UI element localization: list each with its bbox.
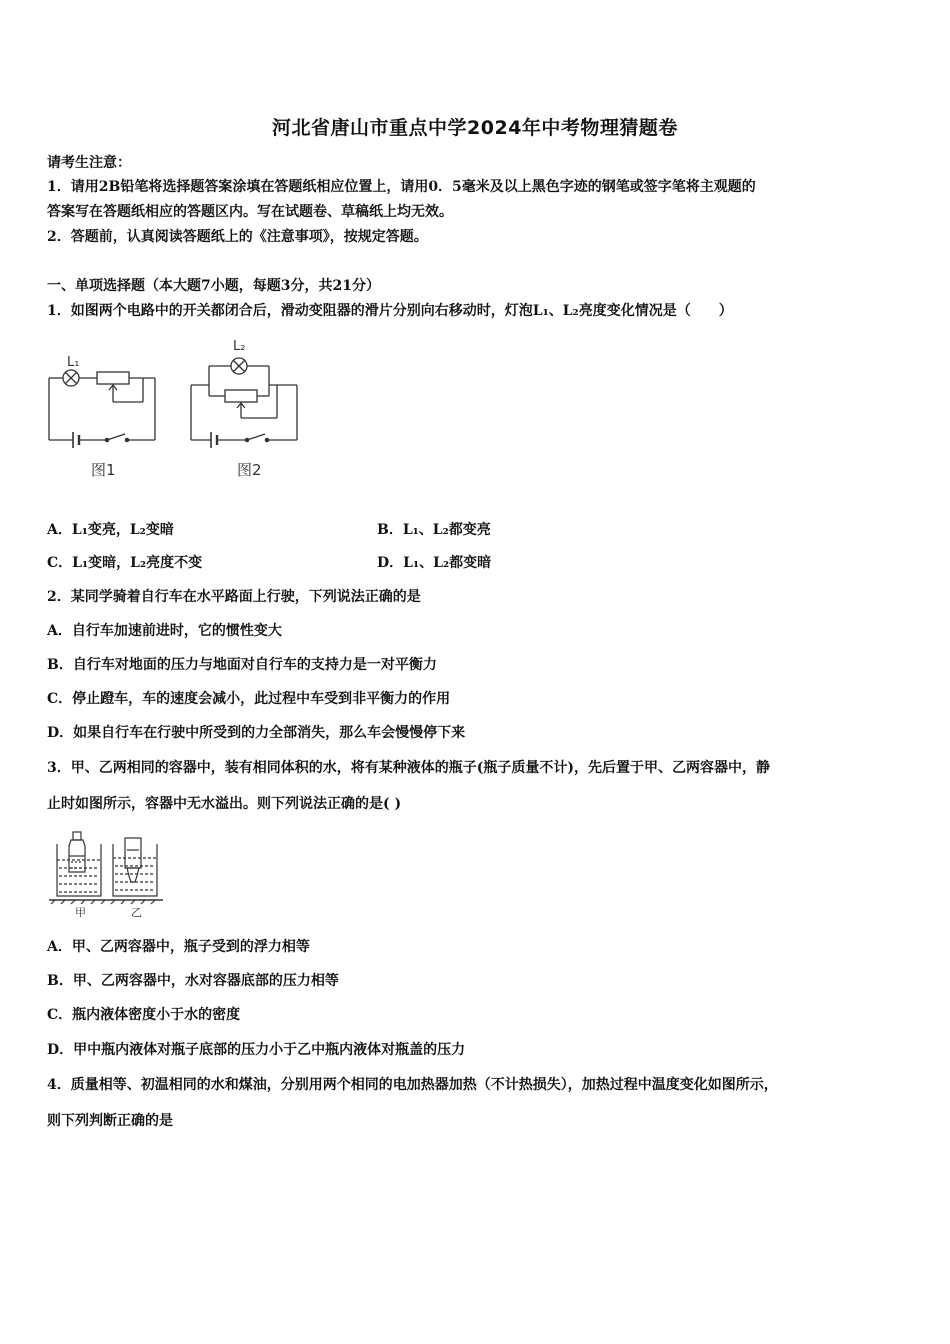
q3-option-b[interactable]: B．甲、乙两容器中，水对容器底部的压力相等 <box>47 973 339 989</box>
section-heading: 一、单项选择题（本大题7小题，每题3分，共21分） <box>47 278 380 294</box>
fig1-caption: 图1 <box>91 461 116 479</box>
q1-circuit-figure <box>45 330 305 485</box>
q2-option-c[interactable]: C．停止蹬车，车的速度会减小，此过程中车受到非平衡力的作用 <box>47 691 451 707</box>
fig1-lamp-label: L₁ <box>67 355 80 370</box>
question-2-stem: 2．某同学骑着自行车在水平路面上行驶，下列说法正确的是 <box>47 589 421 605</box>
fig2-lamp-label: L₂ <box>233 339 246 354</box>
notice-heading: 请考生注意： <box>47 155 131 171</box>
notice-line-1b: 答案写在答题纸相应的答题区内。写在试题卷、草稿纸上均无效。 <box>47 204 453 220</box>
q2-option-a[interactable]: A．自行车加速前进时，它的惯性变大 <box>47 623 282 639</box>
q2-option-d[interactable]: D．如果自行车在行驶中所受到的力全部消失，那么车会慢慢停下来 <box>47 725 466 741</box>
q3-option-d[interactable]: D．甲中瓶内液体对瓶子底部的压力小于乙中瓶内液体对瓶盖的压力 <box>47 1042 466 1058</box>
q1-option-b[interactable]: B．L₁、L₂都变亮 <box>377 522 491 538</box>
fig2-caption: 图2 <box>237 461 262 479</box>
q2-option-b[interactable]: B．自行车对地面的压力与地面对自行车的支持力是一对平衡力 <box>47 657 437 673</box>
q1-option-d[interactable]: D．L₁、L₂都变暗 <box>377 555 492 571</box>
page-title: 河北省唐山市重点中学2024年中考物理猜题卷 <box>272 117 678 139</box>
q3-option-a[interactable]: A．甲、乙两容器中，瓶子受到的浮力相等 <box>47 939 310 955</box>
question-3-stem-line1: 3．甲、乙两相同的容器中，装有相同体积的水，将有某种液体的瓶子(瓶子质量不计)，先后置于甲、乙两容器中，静 <box>47 760 770 776</box>
question-3-stem-line2: 止时如图所示，容器中无水溢出。则下列说法正确的是( ) <box>47 796 402 812</box>
q1-option-a[interactable]: A．L₁变亮，L₂变暗 <box>47 522 174 538</box>
q3-containers-figure <box>47 828 167 920</box>
notice-line-1a: 1．请用2B铅笔将选择题答案涂填在答题纸相应位置上，请用0．5毫米及以上黑色字迹的钢笔或签字笔将主观题的 <box>47 179 756 195</box>
fig-label-jia: 甲 <box>75 906 86 919</box>
notice-line-2: 2．答题前，认真阅读答题纸上的《注意事项》，按规定答题。 <box>47 229 428 245</box>
question-4-stem-line1: 4．质量相等、初温相同的水和煤油，分别用两个相同的电加热器加热（不计热损失），加热过程中温度变化如图所示， <box>47 1077 778 1093</box>
fig-label-yi: 乙 <box>131 906 142 919</box>
q3-option-c[interactable]: C．瓶内液体密度小于水的密度 <box>47 1007 241 1023</box>
question-4-stem-line2: 则下列判断正确的是 <box>47 1113 173 1129</box>
question-1-stem: 1．如图两个电路中的开关都闭合后，滑动变阻器的滑片分别向右移动时，灯泡L₁、L₂亮度变化情况是（ ） <box>47 303 733 319</box>
q1-option-c[interactable]: C．L₁变暗，L₂亮度不变 <box>47 555 203 571</box>
